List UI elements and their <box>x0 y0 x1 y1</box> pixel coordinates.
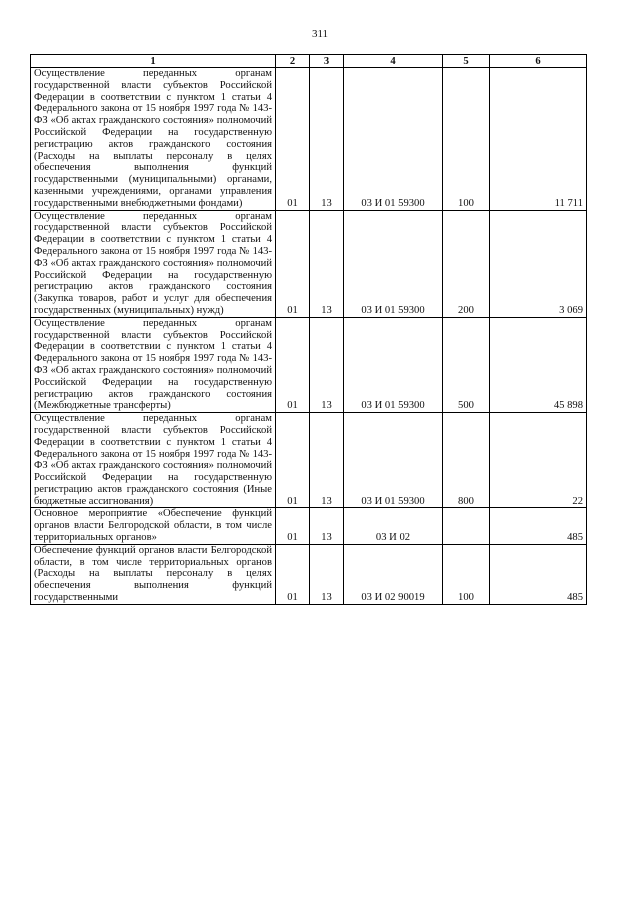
row-section: 01 <box>276 210 310 317</box>
table-row <box>31 68 587 211</box>
row-expense-type <box>443 508 490 544</box>
row-amount: 45 898 <box>490 317 587 412</box>
col-header-1: 1 <box>31 55 276 68</box>
row-subsection: 13 <box>310 210 344 317</box>
page-number: 311 <box>311 28 329 40</box>
row-amount: 3 069 <box>490 210 587 317</box>
row-target-article: 03 И 02 90019 <box>344 544 443 604</box>
row-description: Обеспечение функций органов власти Белгородской области, в том числе территориальных органов (Расходы на выплаты персоналу в целях обеспечения выполнения функций государственными <box>31 544 276 604</box>
row-subsection: 13 <box>310 68 344 211</box>
row-description: Осуществление переданных органам государственной власти субъектов Российской Федерации в соответствии с пунктом 1 статьи 4 Федерального закона от 15 ноября 1997 года № 143-ФЗ «Об актах гражданского состояния» полномочий Российской Федерации на государственную регистрацию актов гражданского состояния (Межбюджетные трансферты) <box>31 317 276 412</box>
col-header-6: 6 <box>490 55 587 68</box>
row-amount: 11 711 <box>490 68 587 211</box>
row-expense-type: 200 <box>443 210 490 317</box>
col-header-3: 3 <box>310 55 344 68</box>
row-description: Осуществление переданных органам государственной власти субъектов Российской Федерации в соответствии с пунктом 1 статьи 4 Федерального закона от 15 ноября 1997 года № 143-ФЗ «Об актах гражданского состояния» полномочий Российской Федерации на государственную регистрацию актов гражданского состояния (Иные бюджетные ассигнования) <box>31 413 276 508</box>
row-subsection: 13 <box>310 317 344 412</box>
row-subsection: 13 <box>310 544 344 604</box>
row-amount: 22 <box>490 413 587 508</box>
header-row <box>31 55 587 68</box>
row-description: Осуществление переданных органам государственной власти субъектов Российской Федерации в соответствии с пунктом 1 статьи 4 Федерального закона от 15 ноября 1997 года № 143-ФЗ «Об актах гражданского состояния» полномочий Российской Федерации на государственную регистрацию актов гражданского состояния (Закупка товаров, работ и услуг для обеспечения государственных (муниципальных) нужд) <box>31 210 276 317</box>
row-section: 01 <box>276 317 310 412</box>
row-target-article: 03 И 01 59300 <box>344 317 443 412</box>
table-row <box>31 317 587 412</box>
row-amount: 485 <box>490 544 587 604</box>
row-amount: 485 <box>490 508 587 544</box>
row-target-article: 03 И 01 59300 <box>344 210 443 317</box>
table-row <box>31 508 587 544</box>
row-expense-type: 500 <box>443 317 490 412</box>
row-description: Осуществление переданных органам государственной власти субъектов Российской Федерации в соответствии с пунктом 1 статьи 4 Федерального закона от 15 ноября 1997 года № 143-ФЗ «Об актах гражданского состояния» полномочий Российской Федерации на государственную регистрацию актов гражданского состояния (Расходы на выплаты персоналу в целях обеспечения выполнения функций государственными (муниципальными) органами, казенными учреждениями, органами управления государственными внебюджетными фондами) <box>31 68 276 211</box>
col-header-2: 2 <box>276 55 310 68</box>
col-header-5: 5 <box>443 55 490 68</box>
row-section: 01 <box>276 508 310 544</box>
table-row <box>31 413 587 508</box>
table-row <box>31 544 587 604</box>
budget-table <box>30 54 587 605</box>
table-row <box>31 210 587 317</box>
col-header-4: 4 <box>344 55 443 68</box>
row-description: Основное мероприятие «Обеспечение функций органов власти Белгородской области, в том числе территориальных органов» <box>31 508 276 544</box>
row-expense-type: 100 <box>443 68 490 211</box>
row-section: 01 <box>276 413 310 508</box>
row-section: 01 <box>276 544 310 604</box>
row-expense-type: 800 <box>443 413 490 508</box>
row-target-article: 03 И 01 59300 <box>344 68 443 211</box>
row-subsection: 13 <box>310 508 344 544</box>
row-target-article: 03 И 01 59300 <box>344 413 443 508</box>
row-subsection: 13 <box>310 413 344 508</box>
row-target-article: 03 И 02 <box>344 508 443 544</box>
row-section: 01 <box>276 68 310 211</box>
row-expense-type: 100 <box>443 544 490 604</box>
